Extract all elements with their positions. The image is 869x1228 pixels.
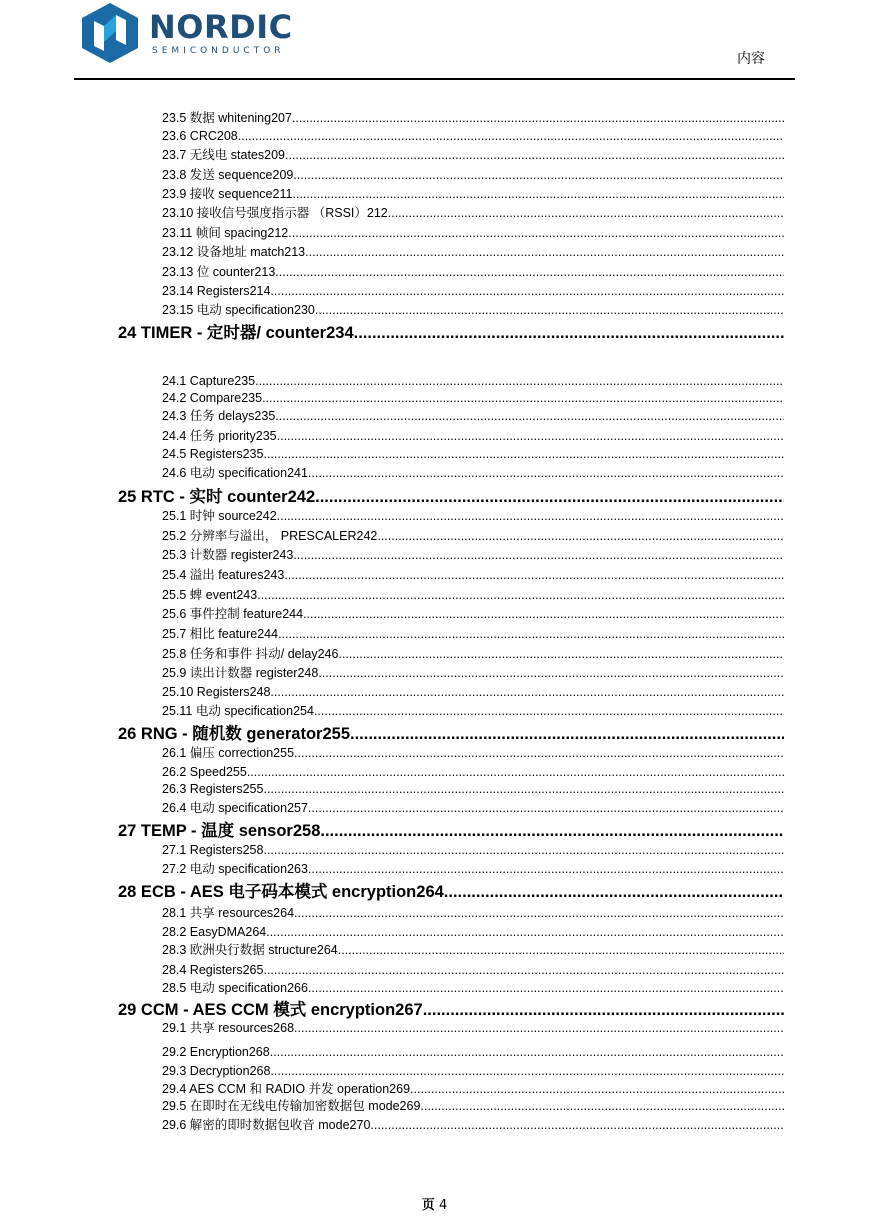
toc-entry-label: 26 RNG - 随机数 generator (118, 725, 323, 743)
toc-leader-dots (292, 186, 784, 203)
page-word: 页 (421, 1198, 435, 1213)
toc-entry[interactable] (162, 924, 784, 941)
toc-leader-dots (292, 110, 784, 127)
toc-entry-label: 25.4 溢出 features (162, 568, 264, 582)
toc-leader-dots (303, 606, 784, 623)
toc-entry[interactable] (162, 167, 784, 184)
toc-entry[interactable] (162, 567, 784, 584)
toc-leader-dots (255, 373, 784, 390)
toc-chapter[interactable] (118, 881, 784, 903)
toc-entry[interactable] (162, 745, 784, 762)
toc-entry-label: 23.8 发送 sequence (162, 168, 273, 182)
toc-leader-dots (275, 408, 784, 425)
toc-entry-label: 23.7 无线电 states (162, 148, 265, 162)
toc-leader-dots (294, 905, 784, 922)
toc-entry[interactable] (162, 390, 784, 407)
toc-entry-page: 257 (287, 801, 308, 815)
toc-entry-page: 255 (242, 782, 264, 796)
toc-leader-dots (284, 567, 784, 584)
toc-entry-page: 255 (273, 746, 295, 760)
toc-entry-label: 25.5 蜱 event (162, 588, 237, 602)
toc-entry-label: 24.4 任务 priority (162, 429, 256, 443)
toc-entry[interactable] (162, 861, 784, 878)
toc-entry-label: 24.1 Capture (162, 374, 235, 388)
toc-chapter[interactable] (118, 999, 784, 1021)
toc-entry[interactable] (162, 147, 784, 164)
toc-entry-label: 29.6 解密的即时数据包收音 mode (162, 1118, 350, 1132)
logo-subtext: SEMICONDUCTOR (152, 46, 285, 56)
toc-entry-page: 234 (326, 324, 354, 342)
toc-entry[interactable] (162, 764, 784, 781)
toc-entry-page: 268 (273, 1021, 295, 1035)
toc-entry[interactable] (162, 1098, 784, 1115)
toc-entry-label: 29 CCM - AES CCM 模式 encryption (118, 1001, 396, 1019)
toc-leader-dots (270, 1063, 784, 1080)
toc-entry-page: 212 (366, 206, 388, 220)
toc-leader-dots (263, 446, 784, 463)
page-footer (0, 1194, 869, 1213)
logo-wordmark: NORDIC (149, 8, 293, 46)
toc-entry-page: 244 (257, 627, 279, 641)
toc-entry-label: 28.1 共享 resources (162, 906, 274, 920)
toc-entry-label: 28.5 电动 specification (162, 981, 288, 995)
toc-leader-dots (270, 684, 784, 701)
toc-entry[interactable] (162, 547, 784, 564)
toc-entry-page: 248 (297, 666, 319, 680)
toc-entry-page: 241 (287, 466, 308, 480)
toc-entry-page: 264 (416, 883, 444, 901)
toc-entry-page: 248 (249, 685, 271, 699)
toc-entry-label: 29.2 Encryption (162, 1045, 249, 1059)
toc-leader-dots (308, 465, 784, 482)
toc-entry-page: 207 (271, 111, 292, 125)
toc-entry[interactable] (162, 373, 784, 390)
toc-entry[interactable] (162, 962, 784, 979)
toc-entry-label: 26.1 偏压 correction (162, 746, 274, 760)
toc-entry-page: 266 (287, 981, 308, 995)
toc-entry-page: 268 (249, 1064, 271, 1078)
toc-leader-dots (350, 723, 784, 745)
toc-entry-page: 264 (273, 906, 295, 920)
toc-leader-dots (388, 205, 784, 222)
toc-entry-label: 24.3 任务 delays (162, 409, 255, 423)
toc-entry[interactable] (162, 626, 784, 643)
nordic-logo-icon (76, 3, 144, 63)
toc-entry-page: 242 (287, 488, 316, 506)
toc-leader-dots (247, 764, 784, 781)
toc-entry[interactable] (162, 684, 784, 701)
toc-leader-dots (305, 244, 784, 261)
toc-entry-page: 242 (356, 529, 378, 543)
nordic-logo (76, 3, 293, 63)
toc-entry-label: 29.3 Decryption (162, 1064, 250, 1078)
toc-entry-label: 29.4 AES CCM 和 RADIO 并发 operation (162, 1082, 390, 1096)
toc-entry-page: 243 (236, 588, 258, 602)
toc-entry-label: 23.9 接收 sequence (162, 187, 273, 201)
toc-entry-page: 255 (322, 725, 350, 743)
toc-entry-page: 258 (242, 843, 264, 857)
toc-entry-label: 27.1 Registers (162, 843, 243, 857)
toc-chapter[interactable] (118, 486, 784, 508)
toc-leader-dots (420, 1098, 784, 1115)
toc-entry-label: 29.5 在即时在无线电传输加密数据包 mode (162, 1099, 400, 1113)
toc-entry[interactable] (162, 408, 784, 425)
toc-entry-page: 212 (267, 226, 289, 240)
toc-entry[interactable] (162, 905, 784, 922)
toc-entry[interactable] (162, 587, 784, 604)
toc-entry-page: 270 (349, 1118, 371, 1132)
toc-leader-dots (338, 646, 784, 663)
header-section-title: 内容 (737, 51, 765, 67)
toc-entry[interactable] (162, 1044, 784, 1061)
toc-leader-dots (257, 587, 784, 604)
toc-entry-label: 25 RTC - 实时 counter (118, 488, 288, 506)
toc-entry-page: 235 (255, 429, 277, 443)
toc-entry-label: 27.2 电动 specification (162, 862, 288, 876)
toc-entry-page: 235 (241, 391, 263, 405)
toc-chapter[interactable] (118, 820, 784, 842)
toc-leader-dots (275, 264, 784, 281)
toc-entry-page: 235 (242, 447, 264, 461)
toc-entry-page: 269 (399, 1099, 421, 1113)
toc-entry-label: 26.3 Registers (162, 782, 243, 796)
toc-entry-page: 214 (249, 284, 271, 298)
page-number: 4 (438, 1198, 448, 1213)
toc-entry-label: 28.4 Registers (162, 963, 243, 977)
toc-entry-page: 254 (293, 704, 314, 718)
toc-entry[interactable] (162, 800, 784, 817)
toc-leader-dots (277, 428, 784, 445)
toc-leader-dots (266, 924, 784, 941)
toc-entry-page: 263 (287, 862, 308, 876)
toc-entry[interactable] (162, 1020, 784, 1037)
toc-entry-page: 235 (234, 374, 256, 388)
toc-entry-label: 28 ECB - AES 电子码本模式 encryption (118, 883, 417, 901)
toc-entry[interactable] (162, 665, 784, 682)
toc-leader-dots (314, 703, 784, 720)
toc-leader-dots (238, 128, 784, 145)
toc-entry-page: 267 (395, 1001, 423, 1019)
toc-entry-page: 213 (284, 245, 306, 259)
toc-leader-dots (315, 302, 784, 319)
toc-entry-label: 26.4 电动 specification (162, 801, 288, 815)
toc-entry[interactable] (162, 244, 784, 261)
toc-entry-page: 213 (254, 265, 276, 279)
toc-entry-label: 25.6 事件控制 feature (162, 607, 283, 621)
toc-entry-page: 230 (294, 303, 315, 317)
toc-entry[interactable] (162, 1117, 784, 1134)
toc-entry-label: 25.11 电动 specification (162, 704, 294, 718)
toc-entry-label: 26.2 Speed (162, 765, 226, 779)
toc-entry-page: 209 (264, 148, 285, 162)
toc-leader-dots (277, 508, 784, 525)
toc-entry[interactable] (162, 205, 784, 222)
toc-leader-dots (262, 390, 784, 407)
toc-leader-dots (354, 322, 784, 344)
toc-entry[interactable] (162, 1081, 784, 1098)
toc-entry[interactable] (162, 283, 784, 300)
toc-entry-page: 265 (242, 963, 264, 977)
toc-leader-dots (270, 1044, 784, 1061)
toc-leader-dots (263, 842, 784, 859)
toc-entry-label: 24.6 电动 specification (162, 466, 288, 480)
toc-entry-label: 23.5 数据 whitening (162, 111, 272, 125)
toc-entry[interactable] (162, 703, 784, 720)
toc-entry-label: 23.10 接收信号强度指示器 （RSSI） (162, 206, 367, 220)
toc-entry[interactable] (162, 528, 784, 545)
toc-leader-dots (315, 486, 784, 508)
toc-entry[interactable] (162, 428, 784, 445)
toc-entry[interactable] (162, 110, 784, 127)
toc-entry-label: 23.12 设备地址 match (162, 245, 285, 259)
toc-entry-page: 242 (255, 509, 277, 523)
toc-entry-page: 264 (245, 925, 267, 939)
toc-leader-dots (288, 225, 784, 242)
toc-entry[interactable] (162, 465, 784, 482)
toc-entry-page: 211 (272, 187, 293, 201)
toc-entry-label: 28.2 EasyDMA (162, 925, 246, 939)
toc-leader-dots (410, 1081, 784, 1098)
toc-entry-label: 24.2 Compare (162, 391, 242, 405)
toc-entry[interactable] (162, 302, 784, 319)
toc-entry-label: 25.10 Registers (162, 685, 250, 699)
toc-leader-dots (294, 1020, 784, 1037)
toc-entry-page: 264 (316, 943, 338, 957)
toc-leader-dots (308, 800, 784, 817)
toc-leader-dots (318, 665, 784, 682)
toc-entry[interactable] (162, 842, 784, 859)
toc-entry[interactable] (162, 264, 784, 281)
toc-chapter[interactable] (118, 322, 784, 344)
toc-entry[interactable] (162, 606, 784, 623)
toc-entry-label: 25.2 分辨率与溢出， PRESCALER (162, 529, 357, 543)
toc-entry[interactable] (162, 781, 784, 798)
toc-entry-label: 25.7 相比 feature (162, 627, 258, 641)
toc-entry[interactable] (162, 1063, 784, 1080)
toc-entry[interactable] (162, 446, 784, 463)
toc-leader-dots (294, 745, 784, 762)
toc-leader-dots (423, 999, 784, 1021)
toc-entry-page: 269 (389, 1082, 411, 1096)
toc-entry[interactable] (162, 225, 784, 242)
toc-leader-dots (377, 528, 784, 545)
toc-leader-dots (308, 980, 784, 997)
toc-leader-dots (278, 626, 784, 643)
toc-leader-dots (293, 547, 784, 564)
toc-entry[interactable] (162, 980, 784, 997)
toc-entry-label: 23.13 位 counter (162, 265, 255, 279)
toc-entry[interactable] (162, 128, 784, 145)
toc-entry-label: 23.15 电动 specification (162, 303, 295, 317)
toc-leader-dots (263, 962, 784, 979)
toc-leader-dots (338, 942, 784, 959)
toc-entry-page: 268 (248, 1045, 270, 1059)
toc-leader-dots (320, 820, 784, 842)
toc-entry-label: 25.9 读出计数器 register (162, 666, 298, 680)
toc-leader-dots (270, 283, 784, 300)
toc-entry-page: 246 (317, 647, 339, 661)
toc-leader-dots (263, 781, 784, 798)
toc-leader-dots (285, 147, 784, 164)
toc-leader-dots (293, 167, 784, 184)
toc-entry[interactable] (162, 186, 784, 203)
header-divider (74, 78, 795, 80)
toc-entry[interactable] (162, 508, 784, 525)
toc-entry[interactable] (162, 942, 784, 959)
toc-chapter[interactable] (118, 723, 784, 745)
toc-entry-label: 29.1 共享 resources (162, 1021, 274, 1035)
toc-entry-label: 25.3 计数器 register (162, 548, 273, 562)
toc-entry-page: 208 (216, 129, 238, 143)
toc-entry-label: 23.11 帧间 spacing (162, 226, 268, 240)
toc-leader-dots (370, 1117, 784, 1134)
toc-entry-page: 209 (272, 168, 294, 182)
toc-leader-dots (308, 861, 784, 878)
toc-entry-label: 24.5 Registers (162, 447, 243, 461)
toc-entry-label: 23.14 Registers (162, 284, 250, 298)
toc-entry-label: 28.3 欧洲央行数据 structure (162, 943, 317, 957)
toc-leader-dots (444, 881, 784, 903)
toc-entry-label: 24 TIMER - 定时器/ counter (118, 324, 327, 342)
toc-entry[interactable] (162, 646, 784, 663)
toc-entry-label: 25.8 任务和事件 抖动/ delay (162, 647, 318, 661)
toc-entry-page: 255 (225, 765, 247, 779)
toc-entry-label: 23.6 CRC (162, 129, 217, 143)
toc-entry-page: 244 (282, 607, 304, 621)
toc-entry-label: 25.1 时钟 source (162, 509, 256, 523)
toc-entry-page: 258 (292, 822, 321, 840)
toc-entry-page: 243 (263, 568, 285, 582)
toc-entry-label: 27 TEMP - 温度 sensor (118, 822, 293, 840)
toc-entry-page: 235 (254, 409, 276, 423)
toc-entry-page: 243 (272, 548, 294, 562)
